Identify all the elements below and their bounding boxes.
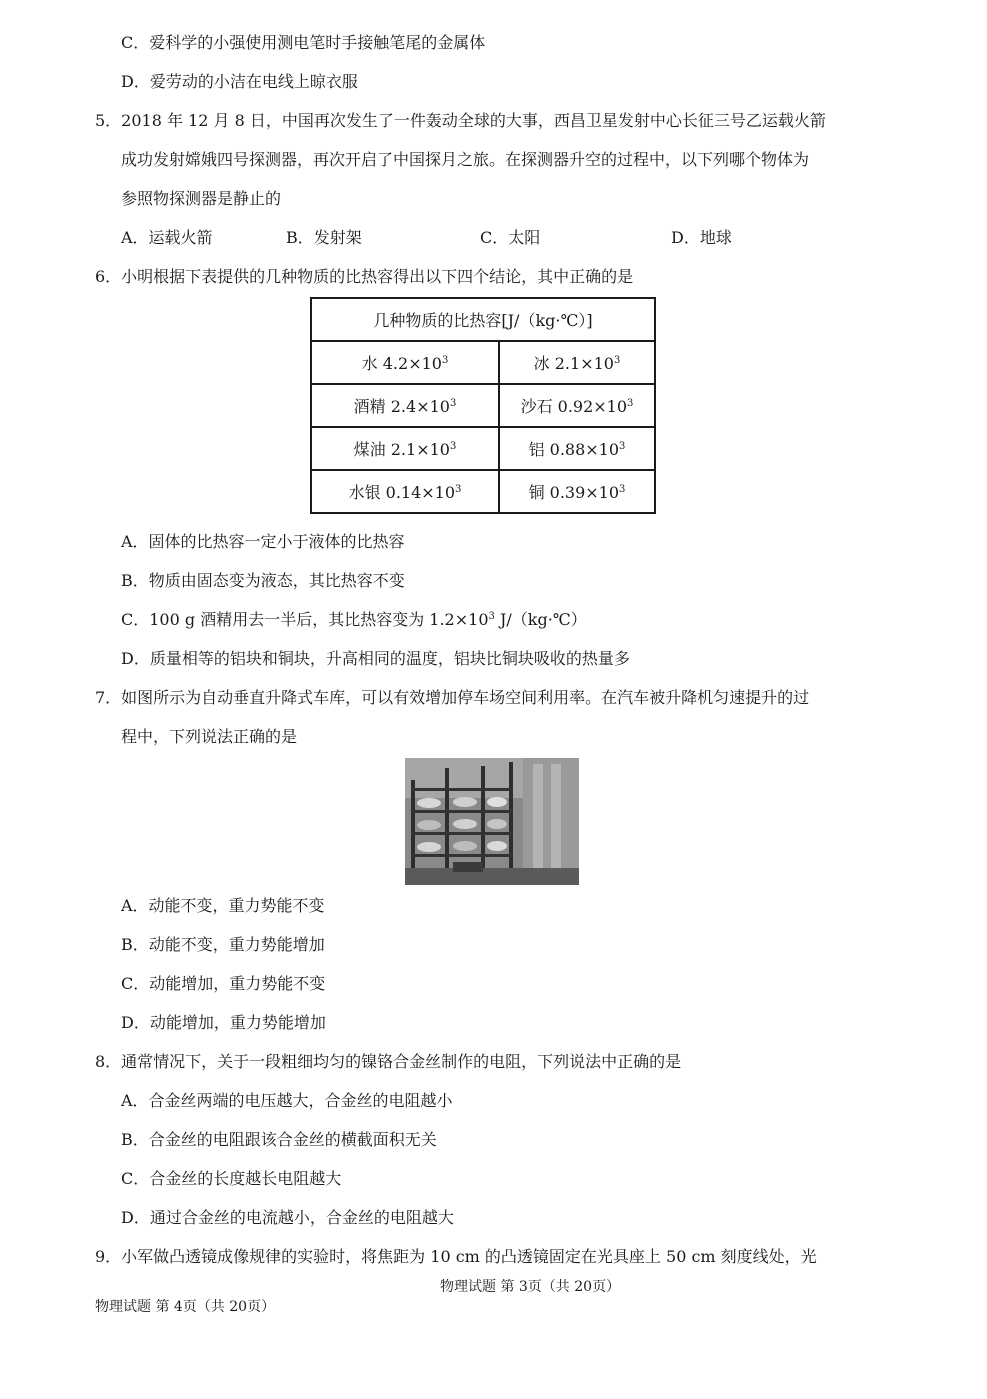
q6-stem: 6．小明根据下表提供的几种物质的比热容得出以下四个结论，其中正确的是 [95, 267, 634, 286]
q5-option-d: D．地球 [671, 228, 732, 247]
q4-option-d: D．爱劳动的小洁在电线上晾衣服 [121, 72, 358, 91]
specific-heat-table [310, 297, 656, 514]
q5-stem-line1: 5．2018 年 12 月 8 日，中国再次发生了一件轰动全球的大事，西昌卫星发射中心长征三号乙运载火箭 [95, 111, 826, 130]
q7-option-c: C．动能增加，重力势能不变 [121, 974, 326, 993]
q4-option-c: C．爱科学的小强使用测电笔时手接触笔尾的金属体 [121, 33, 486, 52]
table-row [311, 427, 655, 470]
q8-option-a: A．合金丝两端的电压越大，合金丝的电阻越小 [121, 1091, 453, 1110]
q6-option-d: D．质量相等的铝块和铜块，升高相同的温度，铝块比铜块吸收的热量多 [121, 649, 630, 668]
table-cell: 沙石 $0.92\times 10^3$ [499, 384, 655, 427]
q6-option-a: A．固体的比热容一定小于液体的比热容 [121, 532, 405, 551]
q9-stem-line1: 9．小军做凸透镜成像规律的实验时，将焦距为 10 cm 的凸透镜固定在光具座上 50 cm 刻度线处，光 [95, 1247, 817, 1266]
table-row [311, 341, 655, 384]
table-row [311, 470, 655, 513]
q5-option-b: B．发射架 [286, 228, 362, 247]
q7-option-a: A．动能不变，重力势能不变 [121, 896, 325, 915]
footer-page-left: 物理试题 第 4页（共 20页） [95, 1299, 276, 1315]
q7-stem-line2: 程中，下列说法正确的是 [121, 727, 298, 746]
q7-option-b: B．动能不变，重力势能增加 [121, 935, 325, 954]
q5-stem-line2: 成功发射嫦娥四号探测器，再次开启了中国探月之旅。在探测器升空的过程中，以下列哪个物体为 [121, 150, 810, 169]
table-header-row [311, 298, 655, 341]
q5-option-c: C．太阳 [480, 228, 541, 247]
table-row [311, 384, 655, 427]
q8-stem: 8．通常情况下，关于一段粗细均匀的镍铬合金丝制作的电阻，下列说法中正确的是 [95, 1052, 682, 1071]
table-cell: 酒精 $2.4\times 10^3$ [311, 384, 499, 427]
q7-option-d: D．动能增加，重力势能增加 [121, 1013, 326, 1032]
table-cell: 水银 $0.14\times 10^3$ [311, 470, 499, 513]
q5-option-a: A．运载火箭 [121, 228, 213, 247]
q8-option-b: B．合金丝的电阻跟该合金丝的横截面积无关 [121, 1130, 437, 1149]
q6-option-b: B．物质由固态变为液态，其比热容不变 [121, 571, 405, 590]
table-cell: 铜 $0.39\times 10^3$ [499, 470, 655, 513]
table-cell: 铝 $0.88\times 10^3$ [499, 427, 655, 470]
parking-garage-photo [405, 758, 579, 885]
footer-page-center: 物理试题 第 3页（共 20页） [440, 1279, 621, 1295]
parking-garage-image [405, 758, 579, 885]
q6-option-c: C．100 g 酒精用去一半后，其比热容变为 $1.2\times 10^3$ J/（kg·℃） [121, 610, 587, 629]
q5-stem-line3: 参照物探测器是静止的 [121, 189, 282, 208]
q7-stem-line1: 7．如图所示为自动垂直升降式车库，可以有效增加停车场空间利用率。在汽车被升降机匀速提升的过 [95, 688, 810, 707]
q8-option-c: C．合金丝的长度越长电阻越大 [121, 1169, 342, 1188]
table-cell: 煤油 $2.1\times 10^3$ [311, 427, 499, 470]
q8-option-d: D．通过合金丝的电流越小，合金丝的电阻越大 [121, 1208, 454, 1227]
table-cell: 冰 $2.1\times 10^3$ [499, 341, 655, 384]
table-cell: 水 $4.2\times 10^3$ [311, 341, 499, 384]
table-header: 几种物质的比热容[J/（kg·℃）] [311, 298, 655, 341]
